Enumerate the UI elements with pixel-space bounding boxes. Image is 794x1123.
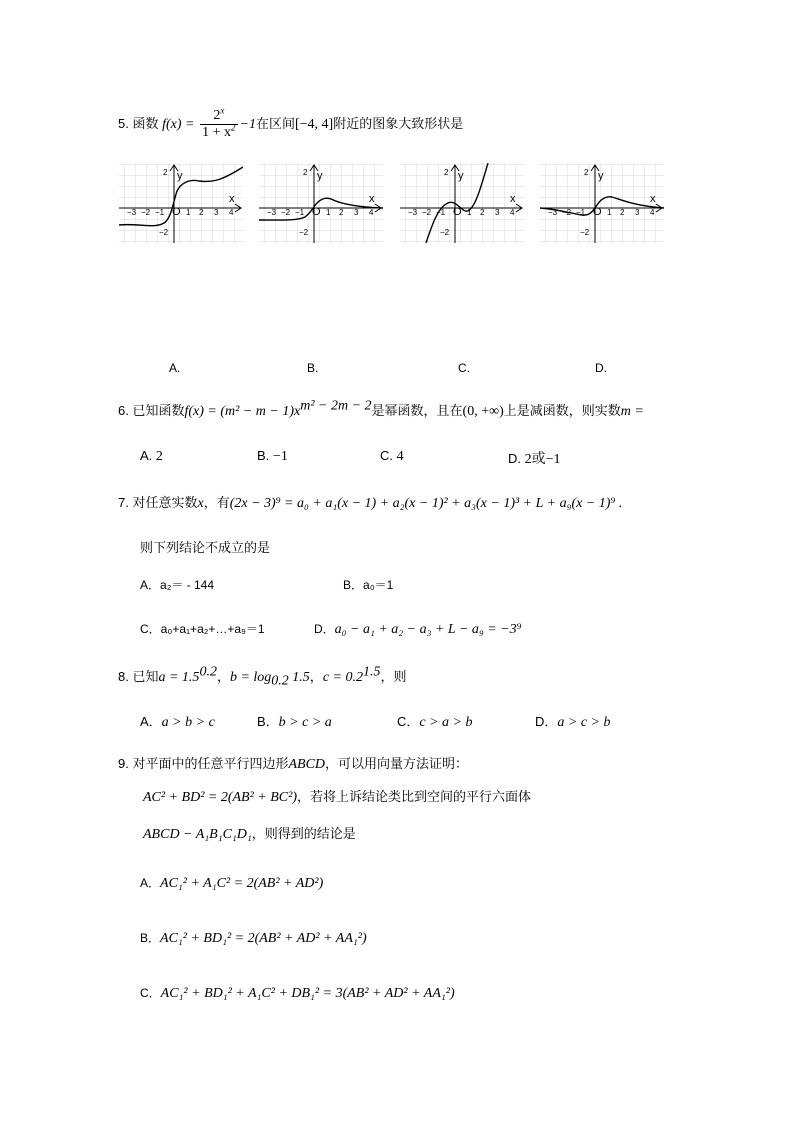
question-5-stem: 5. 函数 f(x) = $\frac{2^x}{1 + x^2}$ −1在区间[−4, 4]附近的图象大致形状是 xyxy=(118,105,464,141)
svg-text:y: y xyxy=(598,170,604,182)
svg-text:2: 2 xyxy=(584,168,589,177)
svg-text:4: 4 xyxy=(650,208,655,217)
svg-text:O: O xyxy=(172,206,181,218)
q7-option-b[interactable]: B．a₀＝1 xyxy=(343,578,394,592)
q9-line-2: AC² + BD² = 2(AB² + BC²)，若将上诉结论类比到空间的平行六面体 xyxy=(143,789,532,805)
svg-text:4: 4 xyxy=(369,208,374,217)
svg-text:y: y xyxy=(458,170,464,182)
q7-line-2: 则下列结论不成立的是 xyxy=(140,540,271,555)
q8-option-c[interactable]: C．c > a > b xyxy=(397,714,473,730)
q6-option-c[interactable]: C. 4 xyxy=(380,448,404,464)
svg-text:x: x xyxy=(650,193,656,205)
svg-text:1: 1 xyxy=(326,208,331,217)
svg-text:x: x xyxy=(369,193,375,205)
question-6-stem: 6. 已知函数$f(x) = (m^2 - m - 1)x^{m^2 - 2m - 2}$是幂函数，且在(0, +∞)上是减函数，则实数m = xyxy=(118,398,644,419)
svg-text:2: 2 xyxy=(199,208,204,217)
q8-option-a[interactable]: A．a > b > c xyxy=(140,714,215,730)
q6-option-a[interactable]: A. 2 xyxy=(140,448,163,464)
q6-option-d[interactable]: D. 2或−1 xyxy=(508,451,561,467)
svg-text:x: x xyxy=(229,193,235,205)
svg-text:−1: −1 xyxy=(576,208,586,217)
question-8-stem: 8. 已知$a = 1.5^{0.2}$，$b = \log_{0.2} 1.5$，$c = 0.2^{1.5}$，则 xyxy=(118,664,407,689)
graph-a-y-label: y xyxy=(177,170,183,182)
svg-text:3: 3 xyxy=(635,208,640,217)
svg-text:2: 2 xyxy=(480,208,485,217)
svg-text:−1: −1 xyxy=(436,208,446,217)
q9-option-c[interactable]: C．AC₁² + BD₁² + A₁C² + DB₁² = 3(AB² + AD² + AA₁²) xyxy=(140,986,455,1001)
graph-option-d xyxy=(540,163,664,243)
svg-text:−3: −3 xyxy=(548,208,558,217)
q5-option-d-label: D. xyxy=(595,361,607,375)
q7-option-c[interactable]: C．a₀+a₁+a₂+…+a₉＝1 xyxy=(140,622,265,636)
svg-text:−2: −2 xyxy=(141,208,151,217)
q8-option-d[interactable]: D．a > c > b xyxy=(535,714,611,730)
svg-text:2: 2 xyxy=(163,168,168,177)
svg-text:O: O xyxy=(312,206,321,218)
svg-text:x: x xyxy=(510,193,516,205)
svg-text:1: 1 xyxy=(186,208,191,217)
svg-text:−2: −2 xyxy=(422,208,432,217)
q5-option-b-label: B. xyxy=(307,361,319,375)
question-7-stem: 7. 对任意实数x，有(2x − 3)⁹ = a₀ + a₁(x − 1) + a₂(x − 1)² + a₃(x − 1)³ + L + a₉(x − 1)⁹ . xyxy=(118,495,623,511)
svg-text:4: 4 xyxy=(510,208,515,217)
svg-text:3: 3 xyxy=(495,208,500,217)
q8-option-b[interactable]: B．b > c > a xyxy=(257,714,332,730)
svg-text:−2: −2 xyxy=(562,208,572,217)
svg-text:3: 3 xyxy=(214,208,219,217)
q5-option-a-label: A. xyxy=(169,361,181,375)
svg-text:−2: −2 xyxy=(281,208,291,217)
svg-text:2: 2 xyxy=(339,208,344,217)
svg-text:2: 2 xyxy=(303,168,308,177)
q7-option-a[interactable]: A．a₂＝ - 144 xyxy=(140,578,215,592)
svg-text:2: 2 xyxy=(444,168,449,177)
svg-text:4: 4 xyxy=(229,208,234,217)
q7-option-d[interactable]: D．a₀ − a₁ + a₂ − a₃ + L − a₉ = −3⁹ xyxy=(314,622,522,637)
svg-text:−3: −3 xyxy=(127,208,137,217)
q5-function: f(x) = xyxy=(162,117,195,132)
svg-text:1: 1 xyxy=(467,208,472,217)
svg-text:−1: −1 xyxy=(295,208,305,217)
svg-text:3: 3 xyxy=(354,208,359,217)
svg-text:−2: −2 xyxy=(580,228,590,237)
graph-option-a xyxy=(119,163,243,243)
q5-option-c-label: C. xyxy=(458,361,470,375)
question-9-stem: 9. 对平面中的任意平行四边形ABCD，可以用向量方法证明： xyxy=(118,756,469,772)
svg-text:−2: −2 xyxy=(299,228,309,237)
q6-option-b[interactable]: B. −1 xyxy=(257,448,288,464)
svg-text:−1: −1 xyxy=(155,208,165,217)
q9-line-3: ABCD − A₁B₁C₁D₁，则得到的结论是 xyxy=(143,826,356,842)
q9-option-a[interactable]: A．AC₁² + A₁C² = 2(AB² + AD²) xyxy=(140,876,324,891)
svg-text:2: 2 xyxy=(620,208,625,217)
svg-text:1: 1 xyxy=(607,208,612,217)
svg-text:y: y xyxy=(317,170,323,182)
svg-text:O: O xyxy=(593,206,602,218)
q5-fraction: $\frac{2^x}{1 + x^2}$ xyxy=(202,105,236,141)
graph-option-b xyxy=(259,163,383,243)
svg-text:O: O xyxy=(453,206,462,218)
graph-option-c xyxy=(400,163,524,243)
svg-text:−2: −2 xyxy=(440,228,450,237)
svg-text:−3: −3 xyxy=(408,208,418,217)
svg-text:−3: −3 xyxy=(267,208,277,217)
svg-text:−2: −2 xyxy=(159,228,169,237)
q9-option-b[interactable]: B．AC₁² + BD₁² = 2(AB² + AD² + AA₁²) xyxy=(140,931,367,946)
